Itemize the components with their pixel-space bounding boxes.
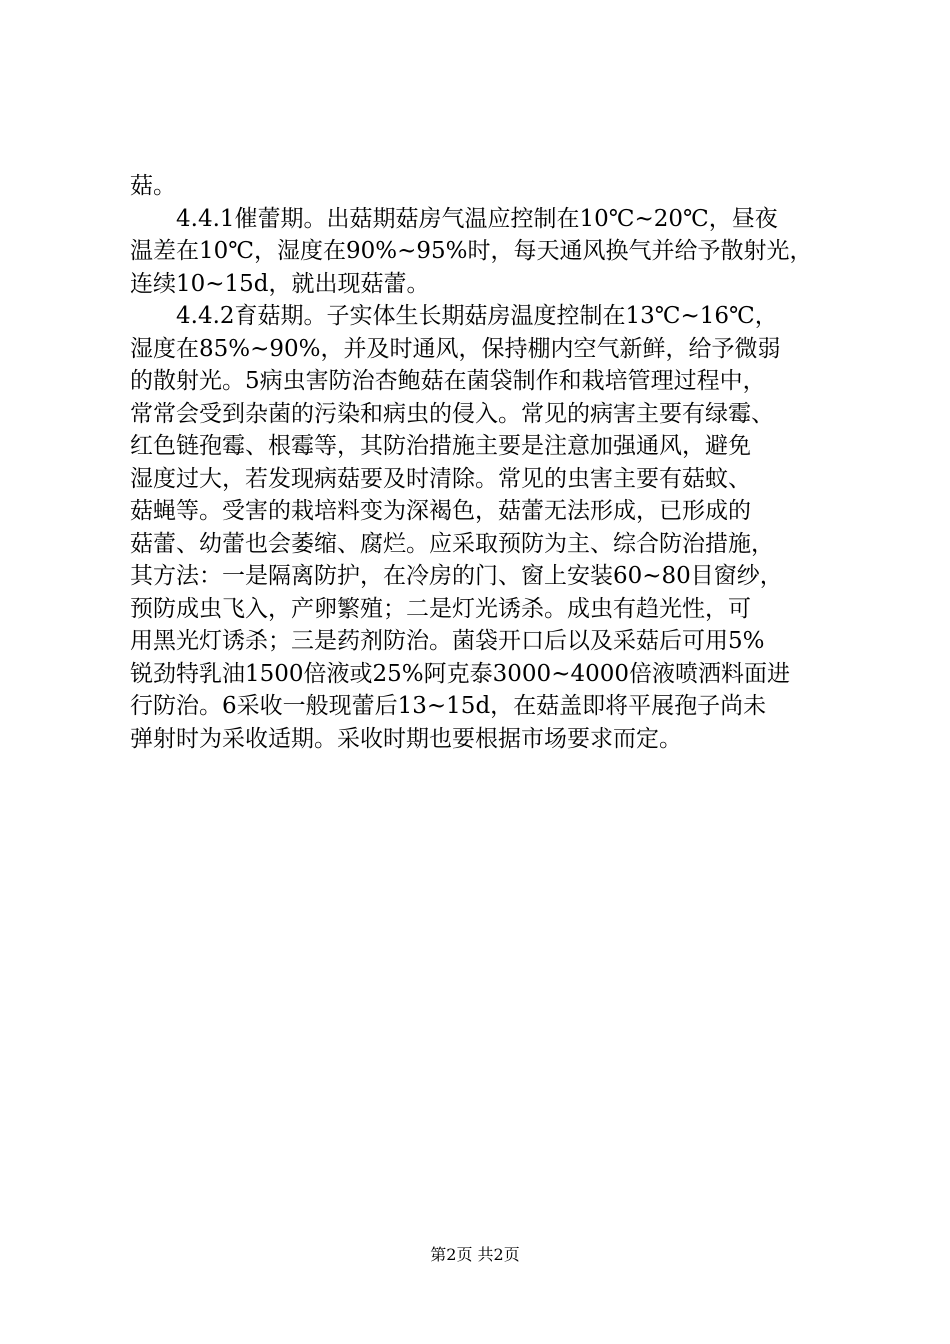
paragraph-section-4-4-1: 4.4.1催蕾期。出菇期菇房气温应控制在10℃~20℃，昼夜 温差在10℃，湿度在90%~95%时，每天通风换气并给予散射光， 连续10~15d，就出现菇蕾。: [130, 205, 813, 297]
paragraph-continuation: 菇。: [130, 173, 176, 199]
page-number-footer: 第2页 共2页: [430, 1245, 520, 1264]
paragraph-section-4-4-2: 4.4.2育菇期。子实体生长期菇房温度控制在13℃~16℃， 湿度在85%~90%，并及时通风，保持棚内空气新鲜，给予微弱 的散射光。5病虫害防治杏鲍菇在菌袋制作和栽培管理过程中， 常常会受到杂菌的污染和病虫的侵入。常见的病害主要有绿霉、 红色链孢霉、根霉等，其防治措施主要是注意加强通风，避免 湿度过大，若发现病菇要及时清除。常见的虫害主要有菇蚊、 菇蝇等。受害的栽培料变为深褐色，菇蕾无法形成，已形成的 菇蕾、幼蕾也会萎缩、腐烂。应采取预防为主、综合防治措施， 其方法：一是隔离防护，在冷房的门、窗上安装60~80目窗纱， 预防成虫飞入，产卵繁殖；二是灯光诱杀。成虫有趋光性，可 用黑光灯诱杀；三是药剂防治。菌袋开口后以及采菇后可用5% 锐劲特乳油1500倍液或25%阿克泰3000~4000倍液喷洒料面进 行防治。6采收一般现蕾后13~15d，在菇盖即将平展孢子尚未 弹射时为采收适期。采收时期也要根据市场要求而定。: [130, 303, 790, 752]
body-text: [130, 170, 830, 755]
